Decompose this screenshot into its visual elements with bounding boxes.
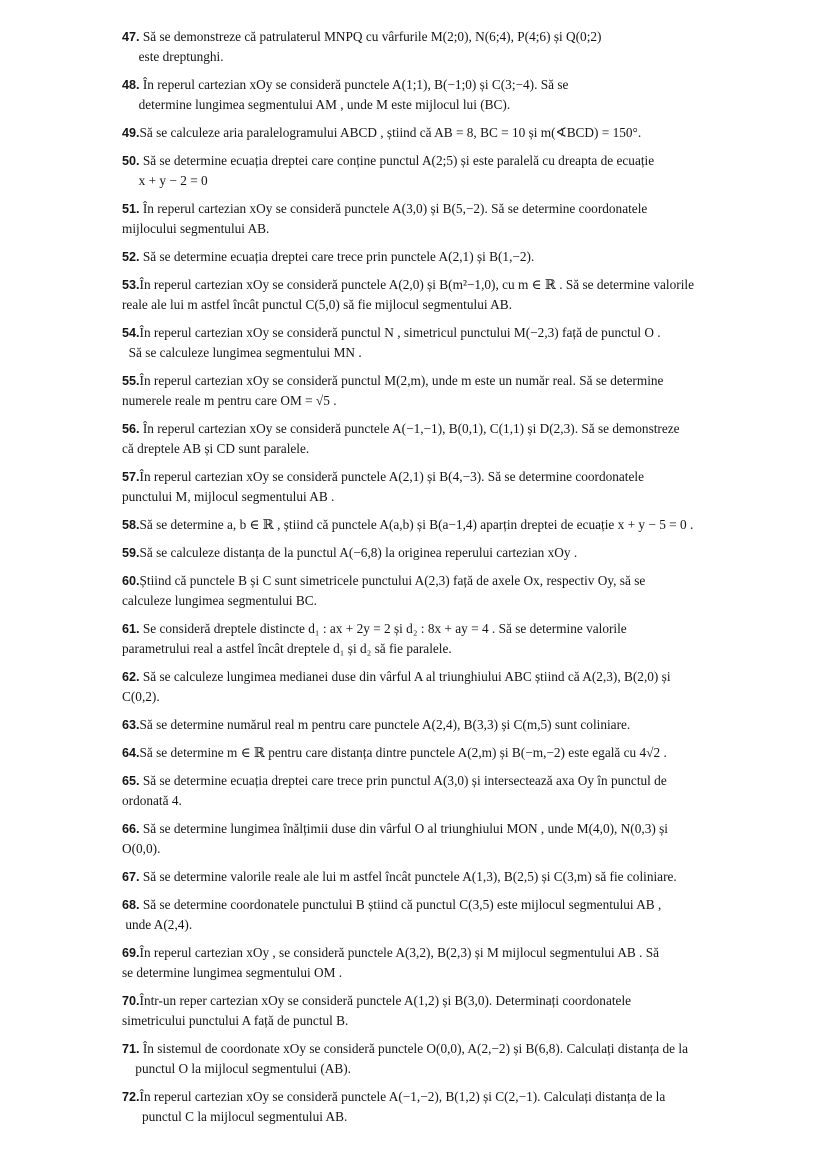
problem-first-line — [122, 371, 772, 391]
problem-item — [122, 819, 772, 859]
problem-first-line — [122, 419, 772, 439]
problem-item — [122, 247, 772, 267]
problem-first-line — [122, 275, 772, 295]
problem-item — [122, 771, 772, 811]
problem-continuation-line: determine lungimea segmentului AM , unde M este mijlocul lui (BC). — [122, 97, 511, 112]
problem-item — [122, 743, 772, 763]
problem-first-line — [122, 619, 772, 639]
problem-continuation-line: calculeze lungimea segmentului BC. — [122, 593, 317, 608]
problem-list — [122, 27, 772, 1127]
problem-text: Să se calculeze lungimea medianei duse din vârful A al triunghiului ABC știind că A(2,3), B(2,0) și — [139, 669, 671, 684]
problem-continuation-line: reale ale lui m astfel încât punctul C(5,0) să fie mijlocul segmentului AB. — [122, 297, 512, 312]
problem-text: În reperul cartezian xOy se consideră punctele A(−1,−2), B(1,2) și C(2,−1). Calculați distanța de la — [139, 1089, 666, 1104]
problem-item — [122, 867, 772, 887]
problem-first-line — [122, 771, 772, 791]
problem-item — [122, 151, 772, 191]
problem-item — [122, 543, 772, 563]
problem-item — [122, 27, 772, 67]
problem-first-line — [122, 199, 772, 219]
problem-text: Să se determine a, b ∈ ℝ , știind că punctele A(a,b) și B(a−1,4) aparțin dreptei de ecuație x + y − 5 = 0 . — [139, 517, 694, 532]
problem-item — [122, 515, 772, 535]
problem-item — [122, 1039, 772, 1079]
problem-text: În reperul cartezian xOy , se consideră punctele A(3,2), B(2,3) și M mijlocul segmentului AB . Să — [139, 945, 660, 960]
problem-text: Să se determine ecuația dreptei care trece prin punctul A(3,0) și intersectează axa Oy în punctul de — [139, 773, 667, 788]
problem-item — [122, 667, 772, 707]
problem-item — [122, 619, 772, 659]
problem-item — [122, 1087, 772, 1127]
problem-text: Să se determine coordonatele punctului B știind că punctul C(3,5) este mijlocul segmentului AB , — [139, 897, 662, 912]
problem-item — [122, 991, 772, 1031]
problem-text: În reperul cartezian xOy se consideră punctele A(−1,−1), B(0,1), C(1,1) și D(2,3). Să se demonstreze — [139, 421, 680, 436]
problem-number: 48. — [122, 78, 140, 92]
problem-number: 55. — [122, 374, 140, 388]
problem-number: 59. — [122, 546, 140, 560]
problem-number: 49. — [122, 126, 140, 140]
problem-number: 56. — [122, 422, 140, 436]
problem-number: 58. — [122, 518, 140, 532]
problem-continuation-line: se determine lungimea segmentului OM . — [122, 965, 343, 980]
problem-text: În reperul cartezian xOy se consideră punctele A(1;1), B(−1;0) și C(3;−4). Să se — [139, 77, 569, 92]
problem-number: 66. — [122, 822, 140, 836]
problem-number: 68. — [122, 898, 140, 912]
problem-number: 72. — [122, 1090, 140, 1104]
problem-text: Să se determine numărul real m pentru care punctele A(2,4), B(3,3) și C(m,5) sunt coliniare. — [139, 717, 631, 732]
problem-item — [122, 467, 772, 507]
problem-number: 53. — [122, 278, 140, 292]
problem-item — [122, 123, 772, 143]
problem-text: În reperul cartezian xOy se consideră punctul N , simetricul punctului M(−2,3) față de punctul O . — [139, 325, 661, 340]
problem-number: 51. — [122, 202, 140, 216]
problem-item — [122, 895, 772, 935]
problem-number: 63. — [122, 718, 140, 732]
problem-continuation-line: mijlocului segmentului AB. — [122, 221, 270, 236]
problem-text: Într-un reper cartezian xOy se consideră punctele A(1,2) și B(3,0). Determinați coordonatele — [139, 993, 632, 1008]
problem-continuation-line: simetricului punctului A față de punctul B. — [122, 1013, 349, 1028]
problem-continuation-line: punctului M, mijlocul segmentului AB . — [122, 489, 335, 504]
problem-continuation-line: este dreptunghi. — [122, 49, 224, 64]
problem-continuation-line: că dreptele AB și CD sunt paralele. — [122, 441, 310, 456]
problem-number: 60. — [122, 574, 140, 588]
problem-first-line — [122, 247, 772, 267]
problem-number: 65. — [122, 774, 140, 788]
problem-continuation-line: O(0,0). — [122, 841, 161, 856]
problem-text: Știind că punctele B și C sunt simetricele punctului A(2,3) față de axele Ox, respectiv Oy, să se — [139, 573, 646, 588]
problem-item — [122, 275, 772, 315]
problem-first-line — [122, 123, 772, 143]
problem-number: 54. — [122, 326, 140, 340]
problem-continuation-line: numerele reale m pentru care OM = √5 . — [122, 393, 337, 408]
problem-item — [122, 371, 772, 411]
problem-text: Se consideră dreptele distincte d₁ : ax + 2y = 2 și d₂ : 8x + ay = 4 . Să se determine valorile — [139, 621, 627, 636]
problem-continuation-line: C(0,2). — [122, 689, 160, 704]
problem-first-line — [122, 571, 772, 591]
problem-text: Să se determine valorile reale ale lui m astfel încât punctele A(1,3), B(2,5) și C(3,m) să fie coliniare. — [139, 869, 677, 884]
problem-item — [122, 943, 772, 983]
problem-text: Să se calculeze distanța de la punctul A(−6,8) la originea reperului cartezian xOy . — [139, 545, 578, 560]
problem-first-line — [122, 467, 772, 487]
problem-first-line — [122, 991, 772, 1011]
problem-first-line — [122, 543, 772, 563]
problem-item — [122, 323, 772, 363]
problem-first-line — [122, 323, 772, 343]
problem-text: În reperul cartezian xOy se consideră punctul M(2,m), unde m este un număr real. Să se determine — [139, 373, 664, 388]
problem-first-line — [122, 1039, 772, 1059]
problem-first-line — [122, 819, 772, 839]
problem-item — [122, 715, 772, 735]
problem-number: 50. — [122, 154, 140, 168]
problem-item — [122, 571, 772, 611]
problem-text: Să se determine m ∈ ℝ pentru care distanța dintre punctele A(2,m) și B(−m,−2) este egală cu 4√2 . — [139, 745, 667, 760]
problem-continuation-line: punctul C la mijlocul segmentului AB. — [122, 1109, 348, 1124]
problem-continuation-line: unde A(2,4). — [122, 917, 193, 932]
problem-item — [122, 75, 772, 115]
problem-number: 67. — [122, 870, 140, 884]
problem-item — [122, 199, 772, 239]
problem-text: În reperul cartezian xOy se consideră punctele A(2,1) și B(4,−3). Să se determine coordonatele — [139, 469, 644, 484]
problem-text: În sistemul de coordonate xOy se consideră punctele O(0,0), A(2,−2) și B(6,8). Calculați distanța de la — [139, 1041, 688, 1056]
problem-text: Să se determine ecuația dreptei care conține punctul A(2;5) și este paralelă cu dreapta de ecuație — [139, 153, 655, 168]
problem-continuation-line: x + y − 2 = 0 — [122, 173, 208, 188]
problem-number: 69. — [122, 946, 140, 960]
problem-first-line — [122, 515, 772, 535]
problem-first-line — [122, 667, 772, 687]
problem-number: 64. — [122, 746, 140, 760]
problem-first-line — [122, 75, 772, 95]
problem-number: 70. — [122, 994, 140, 1008]
problem-continuation-line: parametrului real a astfel încât dreptele d₁ și d₂ să fie paralele. — [122, 641, 452, 656]
problem-number: 61. — [122, 622, 140, 636]
problem-first-line — [122, 895, 772, 915]
problem-first-line — [122, 1087, 772, 1107]
problem-item — [122, 419, 772, 459]
problem-text: Să se determine ecuația dreptei care trece prin punctele A(2,1) și B(1,−2). — [139, 249, 535, 264]
problem-text: Să se calculeze aria paralelogramului ABCD , știind că AB = 8, BC = 10 și m(∢BCD) = 150°. — [139, 125, 642, 140]
problem-first-line — [122, 867, 772, 887]
problem-number: 47. — [122, 30, 140, 44]
problem-number: 62. — [122, 670, 140, 684]
problem-first-line — [122, 715, 772, 735]
problem-number: 71. — [122, 1042, 140, 1056]
problem-text: În reperul cartezian xOy se consideră punctele A(2,0) și B(m²−1,0), cu m ∈ ℝ . Să se determine valorile — [139, 277, 694, 292]
problem-continuation-line: punctul O la mijlocul segmentului (AB). — [122, 1061, 351, 1076]
problem-first-line — [122, 151, 772, 171]
problem-continuation-line: ordonată 4. — [122, 793, 182, 808]
problem-continuation-line: Să se calculeze lungimea segmentului MN . — [122, 345, 362, 360]
problem-text: Să se demonstreze că patrulaterul MNPQ cu vârfurile M(2;0), N(6;4), P(4;6) și Q(0;2) — [139, 29, 602, 44]
problem-first-line — [122, 743, 772, 763]
problem-number: 52. — [122, 250, 140, 264]
problem-first-line — [122, 943, 772, 963]
problem-number: 57. — [122, 470, 140, 484]
problem-first-line — [122, 27, 772, 47]
problem-text: Să se determine lungimea înălțimii duse din vârful O al triunghiului MON , unde M(4,0), N(0,3) și — [139, 821, 668, 836]
problem-text: În reperul cartezian xOy se consideră punctele A(3,0) și B(5,−2). Să se determine coordonatele — [139, 201, 648, 216]
